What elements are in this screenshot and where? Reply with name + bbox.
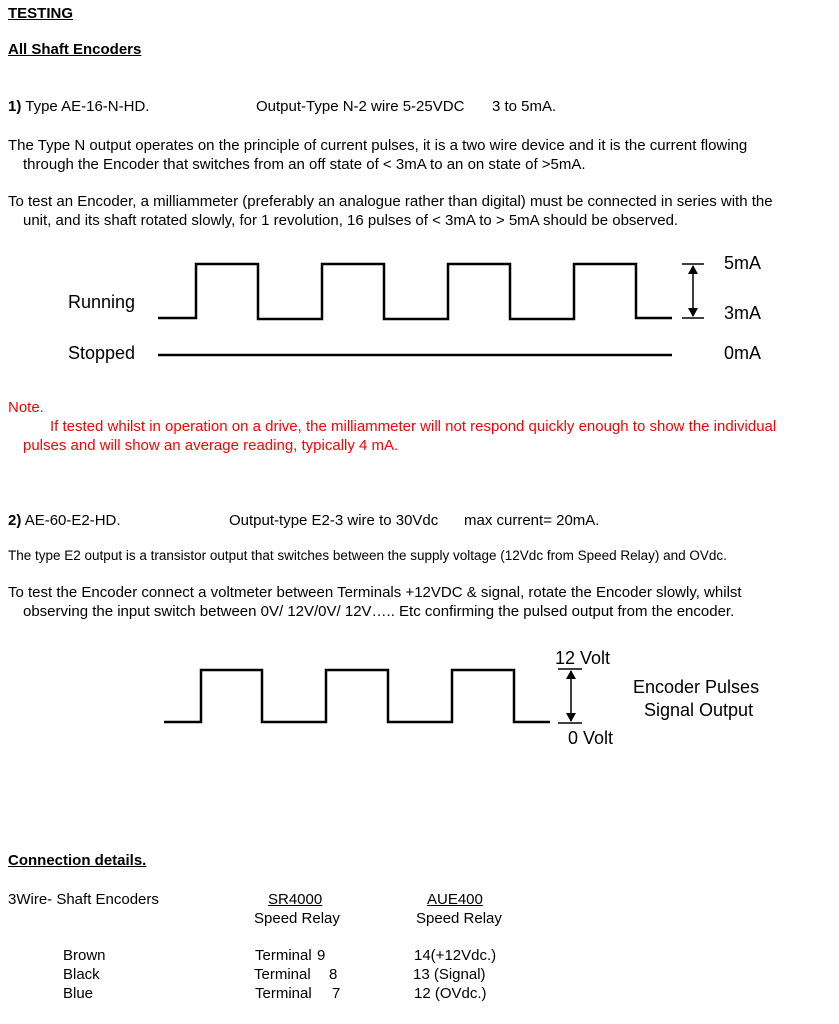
section1-p2-line1: To test an Encoder, a milliammeter (preferably an analogue rather than digital) must be connected in series with the bbox=[8, 193, 773, 210]
col-sr4000-subtitle: Speed Relay bbox=[254, 910, 340, 927]
sr4000-terminal-label: Terminal bbox=[255, 985, 312, 1002]
section2-type: AE-60-E2-HD. bbox=[24, 512, 121, 529]
sr4000-terminal-label: Terminal bbox=[254, 966, 311, 983]
section1-range: 3 to 5mA. bbox=[492, 98, 557, 115]
label-5ma: 5mA bbox=[724, 253, 762, 273]
label-running: Running bbox=[68, 292, 136, 312]
aue400-terminal: 12 (OVdc.) bbox=[414, 985, 487, 1002]
aue400-terminal: 13 (Signal) bbox=[413, 966, 486, 983]
label-encoder-pulses: Encoder Pulses bbox=[633, 677, 760, 697]
note-block bbox=[8, 398, 823, 455]
note-line1: If tested whilst in operation on a drive, the milliammeter will not respond quickly enough to show the individual bbox=[50, 418, 777, 435]
section2-title bbox=[8, 512, 121, 529]
section2-paragraph2 bbox=[8, 583, 823, 621]
col-aue400-title: AUE400 bbox=[427, 891, 483, 908]
section2-output: Output-type E2-3 wire to 30Vdc bbox=[229, 512, 439, 529]
label-3ma: 3mA bbox=[724, 303, 762, 323]
running-pulse-waveform bbox=[158, 264, 672, 319]
section1-p2-line2: unit, and its shaft rotated slowly, for 1 revolution, 16 pulses of < 3mA to > 5mA should be observed. bbox=[23, 212, 679, 229]
ma-arrowhead-down bbox=[688, 308, 698, 317]
connection-row-label: 3Wire- Shaft Encoders bbox=[8, 891, 159, 908]
wire-color: Brown bbox=[63, 947, 106, 964]
sr4000-terminal-number: 8 bbox=[329, 966, 338, 983]
volt-arrowhead-up bbox=[566, 670, 576, 679]
section1-p1-line2: through the Encoder that switches from an off state of < 3mA to an on state of >5mA. bbox=[23, 156, 586, 173]
note-label: Note. bbox=[8, 399, 44, 416]
label-12-volt: 12 Volt bbox=[555, 648, 611, 668]
wire-color: Black bbox=[63, 966, 100, 983]
aue400-terminal: 14(+12Vdc.) bbox=[414, 947, 497, 964]
sr4000-terminal-number: 9 bbox=[317, 947, 326, 964]
sr4000-terminal-label: Terminal bbox=[255, 947, 312, 964]
volt-arrowhead-down bbox=[566, 713, 576, 722]
note-line2: pulses and will show an average reading, typically 4 mA. bbox=[23, 437, 399, 454]
label-0-volt: 0 Volt bbox=[568, 728, 614, 748]
connection-details-heading: Connection details. bbox=[8, 852, 147, 869]
encoder-pulse-waveform bbox=[164, 670, 550, 722]
section2-paragraph1: The type E2 output is a transistor output that switches between the supply voltage (12Vdc from Speed Relay) and OVdc. bbox=[8, 548, 727, 563]
wire-color: Blue bbox=[63, 985, 94, 1002]
section1-type: Type AE-16-N-HD. bbox=[25, 98, 150, 115]
page-title: TESTING bbox=[8, 5, 74, 22]
section2-number: 2) bbox=[8, 512, 22, 529]
section-heading-shaft-encoders: All Shaft Encoders bbox=[8, 41, 142, 58]
section1-number: 1) bbox=[8, 98, 22, 115]
section1-output: Output-Type N-2 wire 5-25VDC bbox=[256, 98, 465, 115]
label-0ma: 0mA bbox=[724, 343, 762, 363]
label-stopped: Stopped bbox=[68, 343, 136, 363]
section2-current: max current= 20mA. bbox=[464, 512, 600, 529]
section2-p2-line1: To test the Encoder connect a voltmeter between Terminals +12VDC & signal, rotate the Encoder slowly, whilst bbox=[8, 584, 742, 601]
sr4000-terminal-number: 7 bbox=[332, 985, 341, 1002]
col-sr4000-title: SR4000 bbox=[268, 891, 323, 908]
section1-p1-line1: The Type N output operates on the principle of current pulses, it is a two wire device and it is the current flowing bbox=[8, 137, 748, 154]
ma-arrowhead-up bbox=[688, 265, 698, 274]
col-aue400-subtitle: Speed Relay bbox=[416, 910, 502, 927]
label-signal-output: Signal Output bbox=[644, 700, 754, 720]
section2-p2-line2: observing the input switch between 0V/ 12V/0V/ 12V….. Etc confirming the pulsed output from the encoder. bbox=[23, 603, 735, 620]
